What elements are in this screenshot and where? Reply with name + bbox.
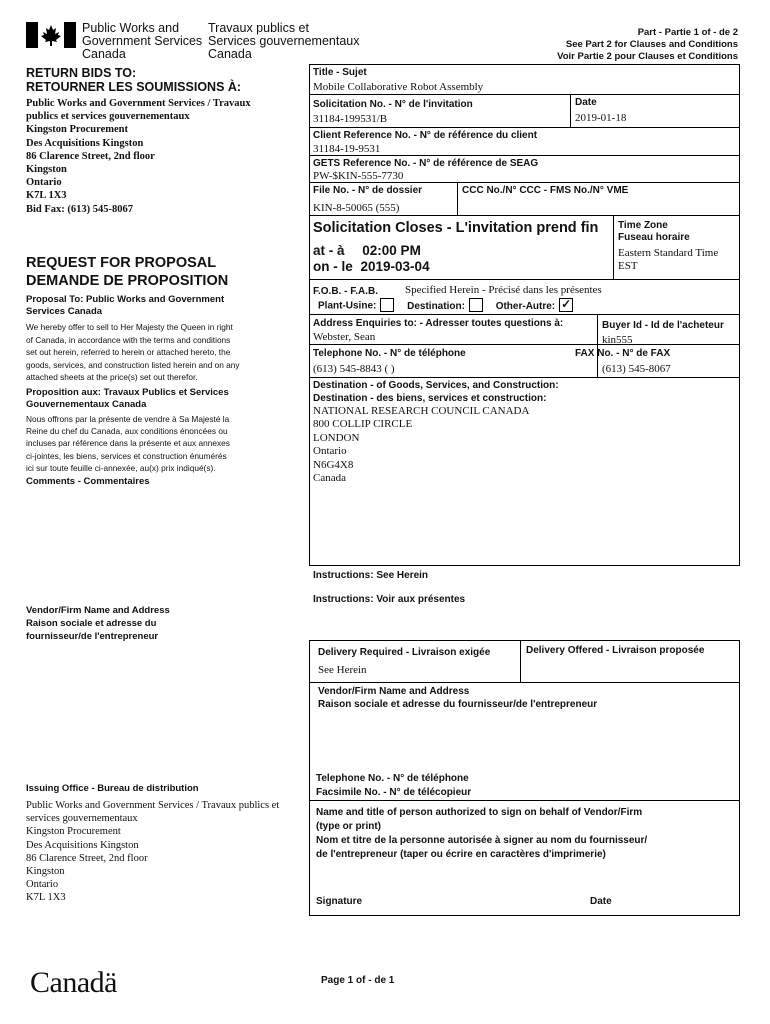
vendor-firm-label-line: Vendor/Firm Name and Address (318, 686, 470, 697)
destination-address (313, 405, 529, 485)
plant-checkbox[interactable] (380, 298, 394, 312)
title-value: Mobile Collaborative Robot Assembly (313, 81, 484, 93)
vendor-label-line: fournisseur/de l'entrepreneur (26, 631, 159, 642)
authorized-person-line: Nom et titre de la personne autorisée à signer au nom du fournisseur/ (316, 835, 648, 846)
telephone-value: (613) 545-8843 ( ) (313, 363, 395, 375)
address-line: Ontario (26, 879, 59, 891)
vendor-tel-label: Telephone No. - N° de téléphone (316, 773, 469, 784)
date-label: Date (575, 97, 597, 108)
destination-address-line: Canada (313, 472, 346, 485)
rfp-title (26, 254, 228, 290)
vendor-firm-label (318, 686, 597, 711)
destination-address-line: N6G4X8 (313, 458, 354, 471)
address-line: 86 Clarence Street, 2nd floor (26, 852, 148, 864)
return-bids-heading (26, 66, 241, 94)
telephone-label: Telephone No. - N° de téléphone (313, 348, 466, 359)
ccc-fms-label: CCC No./N° CCC - FMS No./N° VME (462, 185, 629, 196)
on-label: on - le (313, 259, 353, 274)
fax-value: (613) 545-8067 (602, 363, 671, 375)
gets-ref-value: PW-$KIN-555-7730 (313, 170, 404, 182)
vendor-label-line: Raison sociale et adresse du (26, 618, 157, 629)
department-name-fr-line: Services gouvernementaux (208, 34, 360, 48)
text-line: goods, services, and construction listed herein and on any (26, 359, 240, 370)
destination-address-line: LONDON (313, 431, 360, 444)
solicitation-value: 31184-199531/B (313, 113, 388, 125)
at-label: at - à (313, 243, 345, 258)
fob-label: F.O.B. - F.A.B. (313, 286, 378, 297)
solicitation-label: Solicitation No. - N° de l'invitation (313, 99, 473, 110)
department-name-en (82, 22, 202, 61)
address-line: Des Acquisitions Kingston (26, 839, 139, 851)
other-label: Other-Autre: (495, 300, 556, 312)
timezone-value (618, 247, 718, 273)
closing-time (313, 243, 421, 258)
buyer-id-value: kin555 (602, 334, 633, 346)
return-bids-heading-line: RETURN BIDS TO: (26, 66, 137, 80)
department-name-en-line: Government Services (82, 34, 203, 48)
part-info-line: See Part 2 for Clauses and Conditions (565, 39, 738, 50)
address-line: Kingston (26, 866, 65, 878)
return-bids-address (26, 97, 251, 216)
part-info-line: Part - Partie 1 of - de 2 (637, 27, 738, 38)
destination-heading (313, 380, 559, 405)
return-bids-heading-line: RETOURNER LES SOUMISSIONS À: (26, 80, 242, 94)
destination-address-line: Ontario (313, 445, 347, 458)
fob-value: Specified Herein - Précisé dans les présentes (405, 284, 602, 296)
proposal-to-heading (26, 294, 224, 317)
timezone-label (618, 220, 690, 244)
vendor-label-line: Vendor/Firm Name and Address (26, 605, 170, 616)
canada-wordmark-logo: Canadä (30, 966, 117, 999)
signature-label: Signature (316, 896, 363, 907)
fob-options (318, 299, 577, 313)
closing-date (313, 259, 430, 274)
timezone-label-line: Time Zone (618, 220, 668, 231)
on-value: 2019-03-04 (360, 259, 430, 274)
authorized-person-line: (type or print) (316, 821, 381, 832)
destination-heading-line: Destination - des biens, services et construction: (313, 392, 547, 404)
authorized-person-line: Name and title of person authorized to sign on behalf of Vendor/Firm (316, 807, 643, 818)
department-name-fr (208, 22, 359, 61)
vendor-tel-fax-label (316, 772, 471, 799)
address-line: services gouvernementaux (26, 813, 138, 825)
at-value: 02:00 PM (362, 243, 421, 258)
delivery-offered-label: Delivery Offered - Livraison proposée (526, 645, 705, 656)
delivery-required-value: See Herein (318, 664, 367, 676)
department-name-fr-line: Travaux publics et (208, 21, 309, 35)
address-line: Public Works and Government Services / Travaux publics et (26, 800, 280, 811)
delivery-required-label: Delivery Required - Livraison exigée (318, 647, 491, 658)
text-line: of Canada, in accordance with the terms and conditions (26, 334, 231, 345)
proposition-text (26, 413, 230, 474)
text-line: ici sur toute feuille ci-annexée, au(x) prix indiqué(s). (26, 462, 216, 473)
client-ref-value: 31184-19-9531 (313, 143, 381, 155)
proposal-to-heading-line: Proposal To: Public Works and Government (26, 294, 225, 305)
destination-address-line: 800 COLLIP CIRCLE (313, 418, 413, 431)
address-line: Ontario (26, 177, 62, 189)
date-value: 2019-01-18 (575, 112, 627, 124)
address-line: K7L 1X3 (26, 190, 67, 202)
part-info (557, 27, 738, 63)
canada-flag-icon (26, 22, 76, 48)
proposal-to-heading-line: Services Canada (26, 305, 103, 317)
authorized-person-label (316, 806, 647, 862)
file-no-value: KIN-8-50065 (555) (313, 202, 400, 214)
text-line: incluses par référence dans la présente et aux annexes (26, 438, 230, 449)
department-name-en-line: Public Works and (82, 21, 180, 35)
proposition-heading-line: Gouvernementaux Canada (26, 398, 147, 410)
rfp-title-line: DEMANDE DE PROPOSITION (26, 273, 229, 289)
issuing-office-address (26, 799, 279, 905)
fax-label: FAX No. - N° de FAX (575, 348, 671, 359)
text-line: Reine du chef du Canada, aux conditions énoncées ou (26, 426, 228, 437)
address-line: 86 Clarence Street, 2nd floor (26, 150, 155, 162)
address-line: Kingston Procurement (26, 826, 121, 838)
text-line: We hereby offer to sell to Her Majesty the Queen in right (26, 322, 233, 332)
gets-ref-label: GETS Reference No. - N° de référence de SEAG (313, 158, 539, 169)
text-line: Nous offrons par la présente de vendre à Sa Majesté la (26, 414, 230, 424)
instructions-fr: Instructions: Voir aux présentes (313, 594, 466, 605)
address-line: Kingston (26, 164, 67, 176)
destination-label: Destination: (407, 300, 465, 312)
plant-label: Plant-Usine: (318, 300, 377, 312)
client-ref-label: Client Reference No. - N° de référence du client (313, 130, 538, 141)
part-info-line: Voir Partie 2 pour Clauses et Conditions (557, 51, 738, 62)
address-line: Des Acquisitions Kingston (26, 137, 144, 149)
text-line: set out herein, referred to herein or attached hereto, the (26, 347, 231, 357)
department-name-fr-line: Canada (208, 47, 252, 61)
proposition-heading (26, 387, 229, 410)
department-name-en-line: Canada (82, 47, 126, 61)
proposal-to-text (26, 321, 240, 384)
solicitation-closes-title: Solicitation Closes - L'invitation prend fin (313, 220, 599, 236)
authorized-person-line: de l'entrepreneur (taper ou écrire en caractères d'imprimerie) (316, 849, 606, 860)
address-line: Public Works and Government Services / Travaux (26, 98, 251, 109)
signature-date-label: Date (590, 896, 612, 907)
destination-checkbox[interactable] (469, 298, 483, 312)
text-line: attached sheets at the price(s) set out therefor. (26, 372, 198, 382)
other-checkbox[interactable]: ✓ (561, 297, 572, 311)
bid-fax: Bid Fax: (613) 545-8067 (26, 203, 134, 215)
page-number: Page 1 of - de 1 (321, 975, 395, 986)
timezone-label-line: Fuseau horaire (618, 232, 690, 243)
buyer-id-label: Buyer Id - Id de l'acheteur (602, 320, 724, 331)
destination-address-line: NATIONAL RESEARCH COUNCIL CANADA (313, 405, 530, 417)
title-label: Title - Sujet (313, 67, 367, 78)
rfp-title-line: REQUEST FOR PROPOSAL (26, 255, 217, 271)
timezone-value-line: EST (618, 260, 638, 272)
text-line: ci-jointes, les biens, services et construction énumérés (26, 450, 227, 461)
address-line: publics et services gouvernementaux (26, 111, 190, 123)
vendor-fax-label: Facsimile No. - N° de télécopieur (316, 786, 472, 798)
proposition-heading-line: Proposition aux: Travaux Publics et Services (26, 387, 229, 398)
timezone-value-line: Eastern Standard Time (618, 247, 719, 259)
destination-heading-line: Destination - of Goods, Services, and Construction: (313, 380, 559, 391)
address-line: K7L 1X3 (26, 892, 66, 904)
vendor-firm-label-line: Raison sociale et adresse du fournisseur/de l'entrepreneur (318, 698, 598, 710)
instructions-en: Instructions: See Herein (313, 570, 429, 581)
issuing-office-label: Issuing Office - Bureau de distribution (26, 783, 199, 794)
file-no-label: File No. - N° de dossier (313, 185, 423, 196)
address-enquiries-value: Webster, Sean (313, 331, 376, 343)
vendor-firm-left-label (26, 604, 170, 643)
address-line: Kingston Procurement (26, 124, 128, 136)
comments-label: Comments - Commentaires (26, 476, 150, 487)
address-enquiries-label: Address Enquiries to: - Adresser toutes questions à: (313, 318, 564, 329)
